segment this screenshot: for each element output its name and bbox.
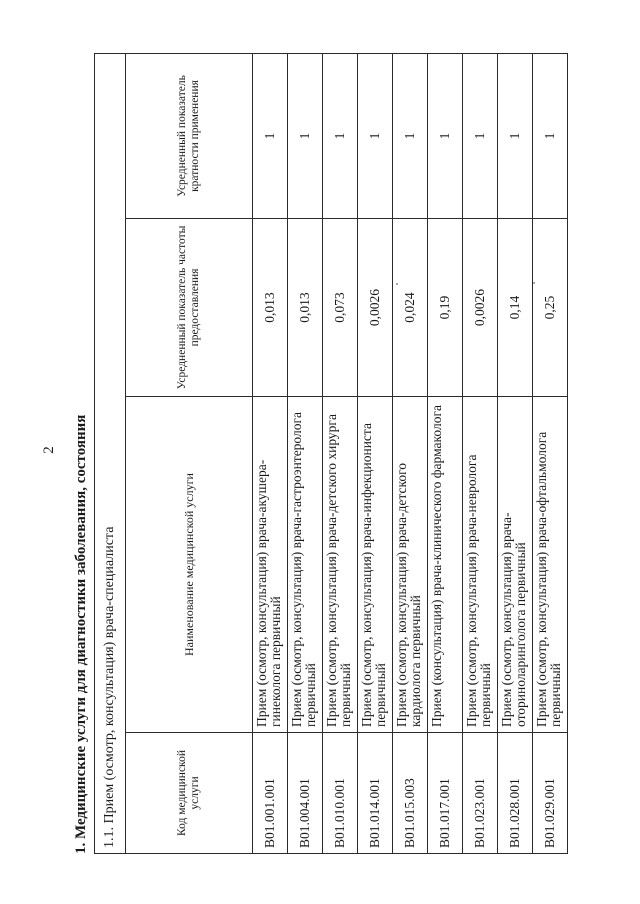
service-code: B01.014.001 [358,733,393,854]
table-row [428,53,463,853]
service-name: Прием (осмотр, консультация) врача-детского хирурга первичный [323,397,358,733]
service-name: Прием (консультация) врача-клинического фармаколога [428,397,463,733]
multiplicity-value: 1 [428,53,463,218]
frequency-value: 0,0026 [358,219,393,397]
service-name: Прием (осмотр, консультация) врача-оториноларинголога первичный [498,397,533,733]
service-code: B01.010.001 [323,733,358,854]
table-row [393,53,428,853]
table-row [533,53,568,853]
frequency-value: 0,14 [498,219,533,397]
service-name: Прием (осмотр, консультация) врача-детского кардиолога первичный [393,397,428,733]
multiplicity-value: 1 [288,53,323,218]
frequency-value: 0,073 [323,219,358,397]
service-code: B01.023.001 [463,733,498,854]
service-name: Прием (осмотр, консультация) врача-офтальмолога первичный [533,397,568,733]
service-code: B01.004.001 [288,733,323,854]
frequency-value: 0,25 [533,219,568,397]
table-row [288,53,323,853]
service-code: B01.015.003 [393,733,428,854]
table-body [253,53,568,853]
table-row [358,53,393,853]
subsection-title: 1.1. Прием (осмотр, консультация) врача-специалиста [95,53,126,853]
scan-speck [396,283,398,285]
frequency-value: 0,013 [288,219,323,397]
service-name: Прием (осмотр, консультация) врача-инфекциониста первичный [358,397,393,733]
multiplicity-value: 1 [358,53,393,218]
scan-speck [533,282,535,284]
multiplicity-value: 1 [463,53,498,218]
service-code: B01.029.001 [533,733,568,854]
multiplicity-value: 1 [253,53,288,218]
column-header-code: Код медицинской услуги [126,733,253,854]
multiplicity-value: 1 [533,53,568,218]
multiplicity-value: 1 [498,53,533,218]
frequency-value: 0,19 [428,219,463,397]
multiplicity-value: 1 [393,53,428,218]
section-heading: 1. Медицинские услуги для диагностики заболевания, состояния [73,414,89,854]
service-code: B01.028.001 [498,733,533,854]
service-name: Прием (осмотр, консультация) врача-акушера-гинеколога первичный [253,397,288,733]
column-header-name: Наименование медицинской услуги [126,397,253,733]
service-code: B01.017.001 [428,733,463,854]
service-name: Прием (осмотр, консультация) врача-невролога первичный [463,397,498,733]
frequency-value: 0,013 [253,219,288,397]
table-row [463,53,498,853]
services-table [94,53,568,854]
frequency-value: 0,024 [393,219,428,397]
rotated-page-content [70,54,563,854]
service-code: B01.001.001 [253,733,288,854]
frequency-value: 0,0026 [463,219,498,397]
multiplicity-value: 1 [323,53,358,218]
table-row [253,53,288,853]
table-header-row [126,53,253,853]
column-header-frequency: Усредненный показатель частоты предоставления [126,219,253,397]
table-row [498,53,533,853]
column-header-multiplicity: Усредненный показатель кратности применения [126,53,253,218]
service-name: Прием (осмотр, консультация) врача-гастроэнтеролога первичный [288,397,323,733]
page-number: 2 [41,446,57,454]
table-row [323,53,358,853]
